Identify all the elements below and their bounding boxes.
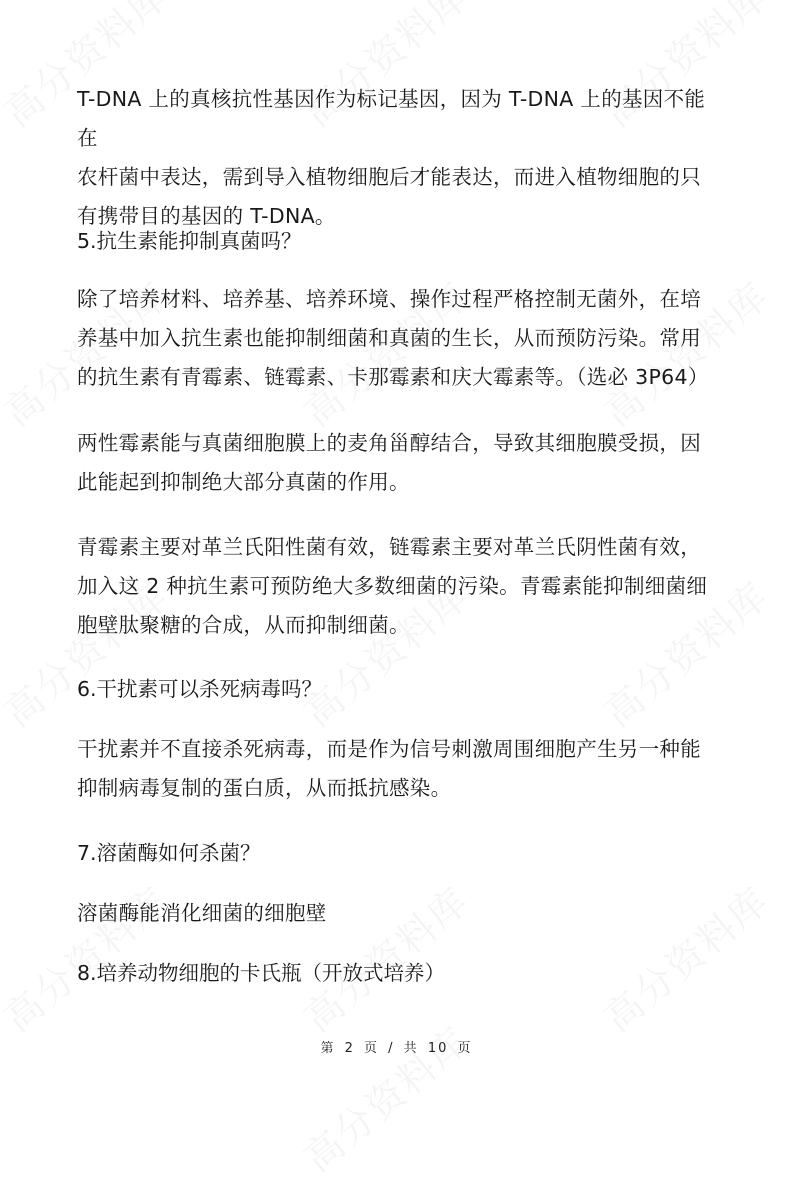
text-line: 两性霉素能与真菌细胞膜上的麦角甾醇结合，导致其细胞膜受损，因 — [77, 431, 701, 455]
text-line: 的抗生素有青霉素、链霉素、卡那霉素和庆大霉素等。（选必 3P64） — [77, 365, 709, 389]
heading-question-6: 6.干扰素可以杀死病毒吗？ — [77, 677, 323, 701]
text-line: 有携带目的基因的 T-DNA。 — [77, 204, 336, 228]
paragraph-antibiotics — [77, 280, 717, 397]
page-indicator: 第 2 页 / 共 10 页 — [320, 1041, 473, 1056]
paragraph-interferon — [77, 730, 717, 808]
text-line: 溶菌酶能消化细菌的细胞壁 — [77, 901, 327, 925]
text-line: 除了培养材料、培养基、培养环境、操作过程严格控制无菌外，在培 — [77, 287, 701, 311]
heading-question-7: 7.溶菌酶如何杀菌？ — [77, 841, 261, 865]
paragraph-tdna-marker — [77, 80, 717, 236]
text-line: 抑制病毒复制的蛋白质，从而抵抗感染。 — [77, 776, 452, 800]
text-line: 此能起到抑制绝大部分真菌的作用。 — [77, 470, 410, 494]
text-line: 养基中加入抗生素也能抑制细菌和真菌的生长，从而预防污染。常用 — [77, 326, 701, 350]
text-line: 干扰素并不直接杀死病毒，而是作为信号刺激周围细胞产生另一种能 — [77, 737, 701, 761]
text-line: 青霉素主要对革兰氏阳性菌有效，链霉素主要对革兰氏阴性菌有效， — [77, 535, 701, 559]
text-line: 农杆菌中表达，需到导入植物细胞后才能表达，而进入植物细胞的只 — [77, 165, 701, 189]
text-line: 胞壁肽聚糖的合成，从而抑制细菌。 — [77, 613, 410, 637]
text-line: 加入这 2 种抗生素可预防绝大多数细菌的污染。青霉素能抑制细菌细 — [77, 574, 708, 598]
heading-question-8: 8.培养动物细胞的卡氏瓶（开放式培养） — [77, 961, 446, 985]
paragraph-lysozyme — [77, 894, 717, 933]
heading-question-5: 5.抗生素能抑制真菌吗？ — [77, 229, 302, 253]
paragraph-penicillin-streptomycin — [77, 528, 717, 645]
text-line: T-DNA 上的真核抗性基因作为标记基因，因为 T-DNA 上的基因不能在 — [77, 87, 706, 150]
paragraph-amphotericin — [77, 424, 717, 502]
